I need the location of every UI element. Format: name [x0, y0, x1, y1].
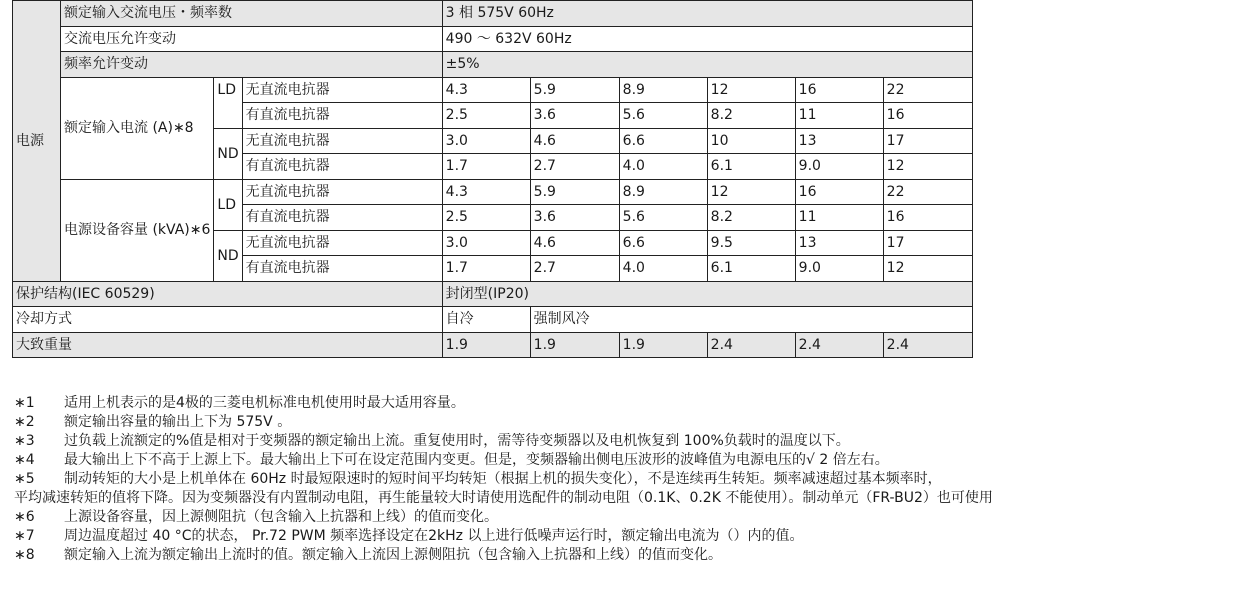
row-cooling	[13, 307, 973, 333]
footnote	[14, 470, 1241, 489]
footnote-mark: ∗3	[14, 433, 35, 449]
footnote-mark: ∗4	[14, 452, 35, 468]
reactor-type: 有直流电抗器	[242, 256, 442, 282]
table-cell: 1.9	[442, 332, 530, 358]
footnote	[14, 394, 1241, 413]
table-cell: 5.9	[530, 179, 619, 205]
footnote	[14, 451, 1241, 470]
table-cell: 8.2	[707, 103, 795, 129]
footnote-text: 额定输入上流为额定输出上流时的值。额定输入上流因上源侧阻抗（包含输入上抗器和上线）的值而变化。	[64, 547, 722, 563]
reactor-type: 无直流电抗器	[242, 128, 442, 154]
rated-current-label: 额定输入电流 (A)∗8	[61, 77, 214, 179]
reactor-type: 无直流电抗器	[242, 230, 442, 256]
mode-label: LD	[214, 77, 242, 128]
supply-capacity-label: 电源设备容量 (kVA)∗6	[61, 179, 214, 281]
footnote	[14, 413, 1241, 432]
footnote	[14, 527, 1241, 546]
table-cell: 9.5	[707, 230, 795, 256]
table-cell: 1.9	[530, 332, 619, 358]
table-cell: 13	[795, 128, 883, 154]
table-cell: 22	[883, 77, 972, 103]
table-cell: 5.9	[530, 77, 619, 103]
row-protection	[13, 281, 973, 307]
footnote-text: 过负载上流额定的%值是相对于变频器的额定输出上流。重复使用时，需等待变频器以及电机恢复到 100%负载时的温度以下。	[64, 433, 850, 449]
footnote-mark: ∗2	[14, 414, 35, 430]
row-voltage-fluct	[13, 26, 973, 52]
table-cell: 2.5	[442, 205, 530, 231]
table-cell: 1.7	[442, 256, 530, 282]
cooling-label: 冷却方式	[13, 307, 443, 333]
freq-fluct-value: ±5%	[442, 52, 972, 78]
table-cell: 8.9	[619, 179, 707, 205]
reactor-type: 有直流电抗器	[242, 154, 442, 180]
mode-label: LD	[214, 179, 242, 230]
footnote-text: 周边温度超过 40 °C的状态， Pr.72 PWM 频率选择设定在2kHz 以上进行低噪声运行时，额定输出电流为（）内的值。	[64, 528, 804, 544]
table-cell: 3.6	[530, 103, 619, 129]
table-row	[13, 77, 973, 103]
footnote	[14, 546, 1241, 565]
footnote-text: 适用上机表示的是4极的三菱电机标准电机使用时最大适用容量。	[64, 395, 465, 411]
table-cell: 11	[795, 103, 883, 129]
reactor-type: 无直流电抗器	[242, 179, 442, 205]
reactor-type: 有直流电抗器	[242, 205, 442, 231]
table-cell: 3.0	[442, 128, 530, 154]
table-cell: 17	[883, 230, 972, 256]
footnote-text: 上源设备容量，因上源侧阻抗（包含输入上抗器和上线）的值而变化。	[64, 509, 498, 525]
table-cell: 6.1	[707, 256, 795, 282]
table-cell: 12	[883, 154, 972, 180]
mode-label: ND	[214, 128, 242, 179]
table-cell: 1.7	[442, 154, 530, 180]
table-cell: 11	[795, 205, 883, 231]
footnotes	[14, 394, 1241, 565]
table-cell: 9.0	[795, 154, 883, 180]
table-row	[13, 179, 973, 205]
table-cell: 13	[795, 230, 883, 256]
table-cell: 1.9	[619, 332, 707, 358]
table-cell: 6.6	[619, 128, 707, 154]
footnote-text: 最大输出上下不高于上源上下。最大输出上下可在设定范围内变更。但是，变频器输出侧电压波形的波峰值为电源电压的√ 2 倍左右。	[64, 452, 889, 468]
row-weight	[13, 332, 973, 358]
table-cell: 10	[707, 128, 795, 154]
voltage-fluct-label: 交流电压允许变动	[61, 26, 443, 52]
table-cell: 16	[795, 77, 883, 103]
table-cell: 6.1	[707, 154, 795, 180]
cooling-forced: 强制风冷	[530, 307, 972, 333]
reactor-type: 有直流电抗器	[242, 103, 442, 129]
table-cell: 4.6	[530, 128, 619, 154]
table-cell: 4.6	[530, 230, 619, 256]
table-cell: 12	[707, 77, 795, 103]
voltage-fluct-value: 490 ～ 632V 60Hz	[442, 26, 972, 52]
table-cell: 3.6	[530, 205, 619, 231]
footnote-mark: ∗7	[14, 528, 35, 544]
footnote-text: 额定输出容量的输出上下为 575V 。	[64, 414, 292, 430]
table-cell: 16	[883, 103, 972, 129]
table-cell: 5.6	[619, 103, 707, 129]
footnote-mark: ∗5	[14, 471, 35, 487]
table-cell: 2.7	[530, 256, 619, 282]
table-cell: 8.2	[707, 205, 795, 231]
table-cell: 4.3	[442, 77, 530, 103]
table-cell: 2.4	[795, 332, 883, 358]
table-cell: 2.5	[442, 103, 530, 129]
table-cell: 12	[707, 179, 795, 205]
cooling-self: 自冷	[442, 307, 530, 333]
table-cell: 17	[883, 128, 972, 154]
power-label: 电源	[13, 1, 61, 282]
freq-fluct-label: 频率允许变动	[61, 52, 443, 78]
mode-label: ND	[214, 230, 242, 281]
footnote-mark: ∗1	[14, 395, 35, 411]
table-cell: 22	[883, 179, 972, 205]
table-cell: 12	[883, 256, 972, 282]
table-cell: 16	[883, 205, 972, 231]
row-freq-fluct	[13, 52, 973, 78]
table-cell: 4.3	[442, 179, 530, 205]
footnote-text: 制动转矩的大小是上机单体在 60Hz 时最短限速时的短时间平均转矩（根据上机的损失变化），不是连续再生转矩。频率减速超过基本频率时，	[64, 471, 942, 487]
table-cell: 4.0	[619, 154, 707, 180]
protection-label: 保护结构(IEC 60529)	[13, 281, 443, 307]
spec-table	[12, 0, 973, 358]
weight-label: 大致重量	[13, 332, 443, 358]
row-rated-voltage	[13, 1, 973, 27]
table-cell: 16	[795, 179, 883, 205]
footnote	[14, 432, 1241, 451]
footnote-mark: ∗6	[14, 509, 35, 525]
table-cell: 2.4	[707, 332, 795, 358]
protection-value: 封闭型(IP20)	[442, 281, 972, 307]
table-cell: 2.7	[530, 154, 619, 180]
table-cell: 9.0	[795, 256, 883, 282]
table-cell: 5.6	[619, 205, 707, 231]
table-cell: 2.4	[883, 332, 972, 358]
table-cell: 6.6	[619, 230, 707, 256]
reactor-type: 无直流电抗器	[242, 77, 442, 103]
rated-voltage-label: 额定输入交流电压・频率数	[61, 1, 443, 27]
table-cell: 4.0	[619, 256, 707, 282]
footnote-continuation: 平均减速转矩的值将下降。因为变频器没有内置制动电阻，再生能量较大时请使用选配件的制动电阻（0.1K、0.2K 不能使用）。制动单元（FR-BU2）也可使用	[14, 490, 993, 506]
footnote	[14, 508, 1241, 527]
rated-voltage-value: 3 相 575V 60Hz	[442, 1, 972, 27]
table-cell: 3.0	[442, 230, 530, 256]
table-cell: 8.9	[619, 77, 707, 103]
footnote-mark: ∗8	[14, 547, 35, 563]
